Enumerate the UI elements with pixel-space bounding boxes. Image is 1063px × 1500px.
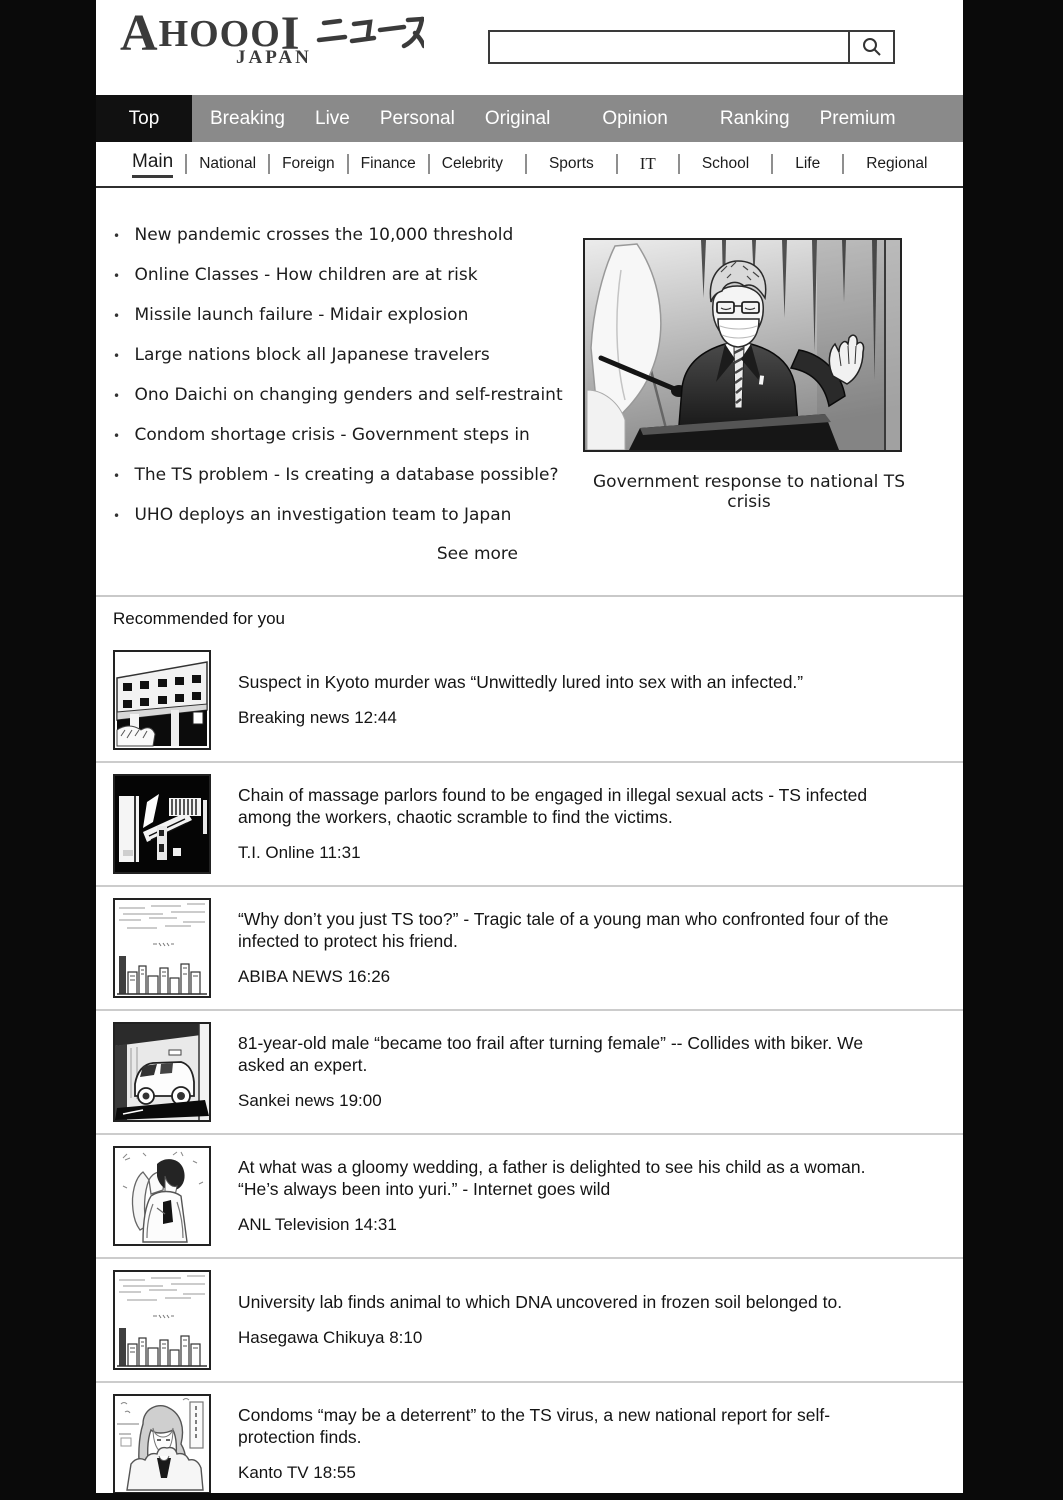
news-thumbnail[interactable]: [113, 1270, 211, 1370]
headline-link[interactable]: • Missile launch failure - Midair explosion: [113, 305, 469, 325]
subnav-tab[interactable]: Celebrity: [428, 154, 503, 174]
headline-link[interactable]: • New pandemic crosses the 10,000 threshold: [113, 225, 514, 245]
featured-story: [583, 224, 915, 564]
search-bar: [488, 30, 895, 64]
bullet-icon: •: [113, 429, 121, 443]
news-thumbnail[interactable]: [113, 1022, 211, 1122]
news-portal-panel: [96, 0, 963, 1493]
news-item-title[interactable]: At what was a gloomy wedding, a father is delighted to see his child as a woman. “He’s always been into yuri.” - Internet goes wild: [238, 1157, 866, 1199]
news-item-row[interactable]: [96, 1383, 963, 1493]
news-item-source: ABIBA NEWS 16:26: [238, 966, 391, 986]
news-item-title[interactable]: University lab finds animal to which DNA uncovered in frozen soil belonged to.: [238, 1292, 843, 1313]
news-item-title[interactable]: Suspect in Kyoto murder was “Unwittedly lured into sex with an infected.”: [238, 672, 804, 693]
primary-nav: [96, 95, 963, 142]
press-conference-image[interactable]: [583, 238, 902, 452]
headline-link[interactable]: • UHO deploys an investigation team to Japan: [113, 505, 512, 525]
headline-link[interactable]: • The TS problem - Is creating a database possible?: [113, 465, 559, 485]
see-more-link[interactable]: See more: [436, 544, 518, 564]
headline-link[interactable]: • Online Classes - How children are at risk: [113, 265, 478, 285]
news-item-title[interactable]: Condoms “may be a deterrent” to the TS virus, a new national report for self-protection finds.: [238, 1405, 831, 1447]
subnav-tab[interactable]: National: [185, 154, 256, 174]
bullet-icon: •: [113, 469, 121, 483]
nav-tab[interactable]: Breaking: [210, 107, 285, 129]
news-thumbnail[interactable]: [113, 1146, 211, 1246]
news-item-source: Hasegawa Chikuya 8:10: [238, 1327, 423, 1347]
news-thumbnail[interactable]: [113, 650, 211, 750]
site-logo[interactable]: [120, 5, 424, 68]
subnav-tab[interactable]: Main: [132, 151, 173, 178]
site-header: [96, 0, 963, 95]
news-thumbnail[interactable]: [113, 898, 211, 998]
city-skyline-thumb-art: [113, 1270, 211, 1370]
news-item-row[interactable]: [96, 887, 963, 1011]
recommended-title: Recommended for you: [113, 609, 285, 628]
nav-tabs: [192, 95, 896, 142]
woman-thumb-art: [113, 1394, 211, 1493]
news-thumbnail[interactable]: [113, 774, 211, 874]
nav-tab[interactable]: Personal: [379, 107, 455, 129]
search-icon: [861, 36, 883, 58]
headline-link[interactable]: • Ono Daichi on changing genders and self-restraint: [113, 385, 563, 405]
search-button[interactable]: [848, 32, 893, 62]
logo-text: A: [120, 5, 159, 62]
headline-link[interactable]: • Large nations block all Japanese travelers: [113, 345, 490, 365]
city-skyline-thumb-art: [113, 898, 211, 998]
news-item-title[interactable]: “Why don’t you just TS too?” - Tragic tale of a young man who confronted four of the infected to protect his friend.: [238, 909, 889, 951]
bullet-icon: •: [113, 309, 121, 323]
wedding-couple-thumb-art: [113, 1146, 211, 1246]
night-street-thumb-art: [113, 774, 211, 874]
news-item-source: ANL Television 14:31: [238, 1214, 397, 1234]
news-item-title[interactable]: 81-year-old male “became too frail after turning female” -- Collides with biker. We asked an expert.: [238, 1033, 864, 1075]
news-item-source: Sankei news 19:00: [238, 1090, 382, 1110]
news-item-row[interactable]: [96, 1259, 963, 1383]
news-item-row[interactable]: [96, 639, 963, 763]
nav-tab[interactable]: Live: [315, 107, 350, 129]
nav-tab[interactable]: Premium: [819, 107, 896, 129]
logo-text: HOOO: [158, 13, 281, 55]
featured-caption: Government response to national TS crisis: [593, 472, 905, 512]
bullet-icon: •: [113, 229, 121, 243]
logo-text: I: [280, 7, 301, 60]
secondary-nav: [96, 142, 963, 188]
bullet-icon: •: [113, 389, 121, 403]
news-item-row[interactable]: [96, 763, 963, 887]
bullet-icon: •: [113, 509, 121, 523]
nav-tab[interactable]: Opinion: [602, 107, 668, 129]
recommended-list: [96, 639, 963, 1493]
subnav-tab[interactable]: Life: [771, 154, 820, 174]
subnav-tab[interactable]: Finance: [347, 154, 416, 174]
bullet-icon: •: [113, 269, 121, 283]
news-item-row[interactable]: [96, 1011, 963, 1135]
nav-tab-top[interactable]: Top: [96, 95, 192, 142]
subnav-tab[interactable]: School: [678, 154, 749, 174]
news-item-title[interactable]: Chain of massage parlors found to be engaged in illegal sexual acts - TS infected among the workers, chaotic scramble to find the victims.: [238, 785, 868, 827]
car-thumb-art: [113, 1022, 211, 1122]
nav-tab[interactable]: Original: [484, 107, 551, 129]
building-thumb-art: [113, 650, 211, 750]
recommended-section: [96, 597, 963, 1493]
subnav-tab[interactable]: Sports: [525, 154, 594, 174]
news-item-source: T.I. Online 11:31: [238, 842, 361, 862]
news-katakana-icon: [316, 11, 424, 51]
headline-list: [113, 224, 583, 564]
news-item-source: Breaking news 12:44: [238, 707, 397, 727]
subnav-tab[interactable]: IT: [616, 154, 656, 174]
logo-country: JAPAN: [236, 47, 312, 68]
subnav-tab[interactable]: Foreign: [268, 154, 335, 174]
top-news-section: [96, 188, 963, 564]
subnav-tab[interactable]: Regional: [842, 154, 927, 174]
bullet-icon: •: [113, 349, 121, 363]
search-input[interactable]: [490, 32, 848, 62]
news-thumbnail[interactable]: [113, 1394, 211, 1493]
news-item-source: Kanto TV 18:55: [238, 1462, 356, 1482]
news-item-row[interactable]: [96, 1135, 963, 1259]
headline-link[interactable]: • Condom shortage crisis - Government steps in: [113, 425, 530, 445]
nav-tab[interactable]: Ranking: [719, 107, 790, 129]
